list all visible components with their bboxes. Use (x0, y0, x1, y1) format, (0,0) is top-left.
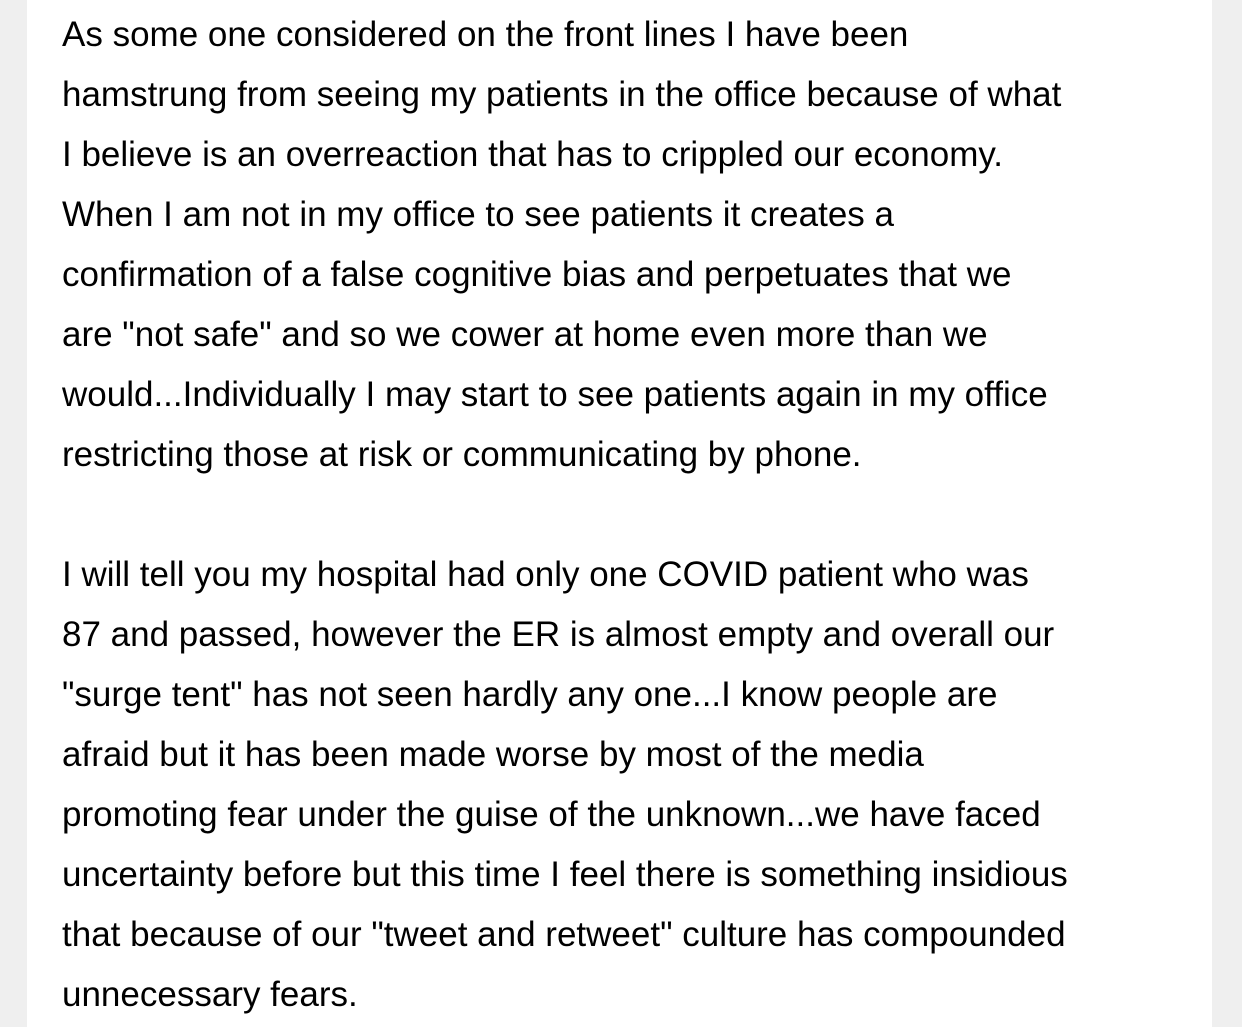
paragraph (62, 5, 1212, 485)
text-line: are "not safe" and so we cower at home even more than we (62, 315, 988, 354)
text-line: that because of our "tweet and retweet" culture has compounded (62, 915, 1066, 954)
text-line: unnecessary fears. (62, 975, 358, 1014)
text-line: promoting fear under the guise of the unknown...we have faced (62, 795, 1041, 834)
text-line: afraid but it has been made worse by most of the media (62, 735, 924, 774)
text-line: would...Individually I may start to see patients again in my office (62, 375, 1048, 414)
left-gutter (0, 0, 27, 1027)
text-line: When I am not in my office to see patients it creates a (62, 195, 894, 234)
text-line: restricting those at risk or communicating by phone. (62, 435, 862, 474)
text-line: hamstrung from seeing my patients in the office because of what (62, 75, 1062, 114)
text-line: uncertainty before but this time I feel there is something insidious (62, 855, 1068, 894)
text-line: confirmation of a false cognitive bias and perpetuates that we (62, 255, 1012, 294)
text-line: 87 and passed, however the ER is almost empty and overall our (62, 615, 1055, 654)
text-line: "surge tent" has not seen hardly any one...I know people are (62, 675, 998, 714)
text-line: I will tell you my hospital had only one COVID patient who was (62, 555, 1029, 594)
text-line: As some one considered on the front lines I have been (62, 15, 909, 54)
text-line: I believe is an overreaction that has to crippled our economy. (62, 135, 1003, 174)
text-body (62, 5, 1212, 1025)
paragraph (62, 545, 1212, 1025)
right-gutter (1212, 0, 1242, 1027)
